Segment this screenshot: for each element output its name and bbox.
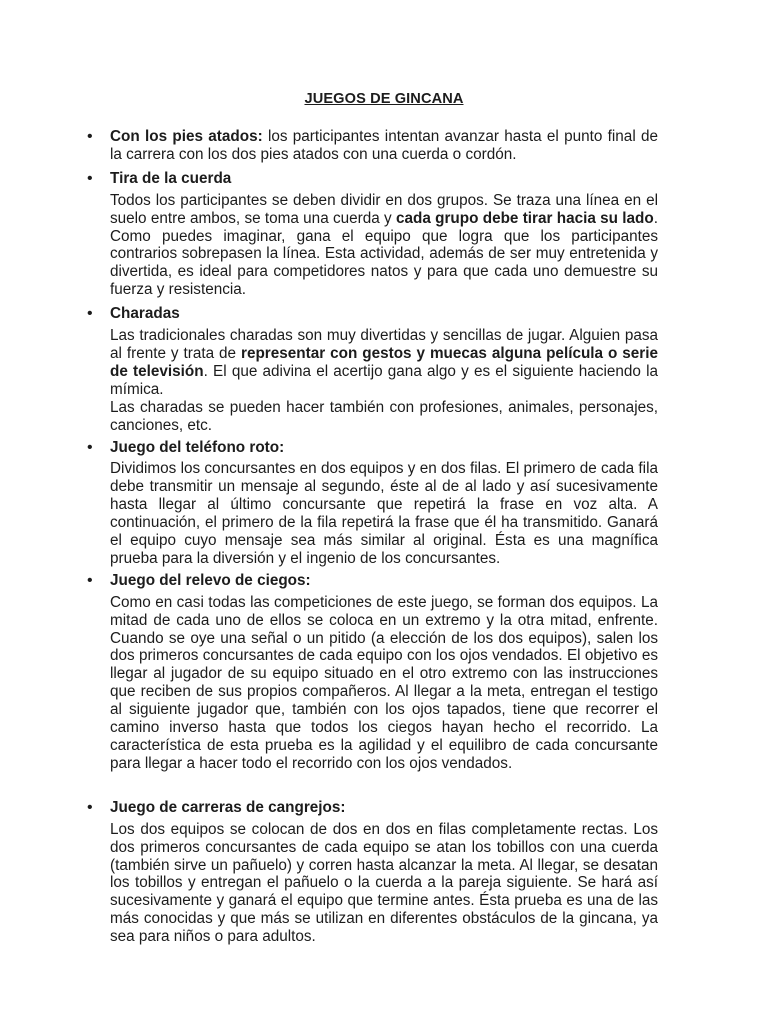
item-heading: Juego del relevo de ciegos: bbox=[110, 571, 311, 589]
item-heading: Juego del teléfono roto: bbox=[110, 438, 285, 456]
bullet-icon: • bbox=[87, 798, 93, 816]
item-paragraph: Los dos equipos se colocan de dos en dos en filas completamente rectas. Los dos primeros concursantes de cada equipo se atan los tobillos con una cuerda (también sirve un pañuelo) y corren hasta alcanzar la meta. Al llegar, se desatan los tobillos y entregan el pañuelo o la cuerda a la pareja siguiente. Se hará así sucesivamente y ganará el equipo que termine antes. Ésta prueba es una de las más conocidas y que más se utilizan en diferentes obstáculos de la gincana, ya sea para niños o para adultos. bbox=[110, 820, 658, 946]
game-list bbox=[87, 128, 659, 946]
item-paragraph: Todos los participantes se deben dividir en dos grupos. Se traza una línea en el suelo entre ambos, se toma una cuerda y cada grupo debe tirar hacia su lado. Como puedes imaginar, gana el equipo que logra que los participantes contrarios sobrepasen la línea. Esta actividad, además de ser muy entretenida y divertida, es ideal para competidores natos y para que cada uno demuestre su fuerza y resistencia. bbox=[110, 191, 658, 299]
item-paragraph: Como en casi todas las competiciones de este juego, se forman dos equipos. La mitad de cada uno de ellos se coloca en un extremo y la otra mitad, enfrente. Cuando se oye una señal o un pitido (a elección de los dos equipos), salen los dos primeros concursantes de cada equipo con los ojos vendados. El objetivo es llegar al jugador de su equipo situado en el otro extremo con las instrucciones que reciben de sus propios compañeros. Al llegar a la meta, entregan el testigo al siguiente jugador que, también con los ojos tapados, tiene que recorrer el camino inverso hasta que todos los ciegos hayan hecho el recorrido. La característica de esta prueba es la agilidad y el equilibro de cada concursante para llegar a hacer todo el recorrido con los ojos vendados. bbox=[110, 593, 658, 772]
list-item-relevo-ciegos bbox=[87, 571, 658, 773]
item-heading: Juego de carreras de cangrejos: bbox=[110, 798, 346, 816]
list-item-carreras-cangrejos bbox=[87, 798, 658, 946]
item-paragraph: Con los pies atados: los participantes intentan avanzar hasta el punto final de la carrera con los dos pies atados con una cuerda o cordón. bbox=[110, 128, 659, 163]
item-heading: Charadas bbox=[110, 305, 180, 323]
bullet-icon: • bbox=[87, 571, 93, 589]
item-heading: Con los pies atados: bbox=[110, 128, 263, 145]
bullet-icon: • bbox=[87, 438, 93, 456]
item-paragraph: Las charadas se pueden hacer también con profesiones, animales, personajes, canciones, etc. bbox=[110, 398, 658, 434]
bullet-icon: • bbox=[87, 169, 93, 187]
item-paragraph: Dividimos los concursantes en dos equipos y en dos filas. El primero de cada fila debe transmitir un mensaje al segundo, éste al de al lado y así sucesivamente hasta llegar al último concursante que repetirá la frase en voz alta. A continuación, el primero de la fila repetirá la frase que él ha transmitido. Ganará el equipo cuyo mensaje sea más similar al original. Ésta es una magnífica prueba para la diversión y el ingenio de los concursantes. bbox=[110, 460, 658, 567]
bullet-icon: • bbox=[87, 305, 93, 323]
list-item-pies-atados bbox=[87, 128, 659, 164]
item-paragraph: Las tradicionales charadas son muy divertidas y sencillas de jugar. Alguien pasa al frente y trata de representar con gestos y muecas alguna película o serie de televisión. El que adivina el acertijo gana algo y es el siguiente haciendo la mímica. bbox=[110, 327, 658, 398]
list-item-telefono-roto bbox=[87, 438, 658, 568]
bullet-icon: • bbox=[87, 128, 93, 145]
list-item-tira-cuerda bbox=[87, 169, 658, 299]
list-item-charadas bbox=[87, 305, 658, 434]
item-heading: Tira de la cuerda bbox=[110, 169, 232, 187]
document-title: JUEGOS DE GINCANA bbox=[304, 91, 464, 107]
